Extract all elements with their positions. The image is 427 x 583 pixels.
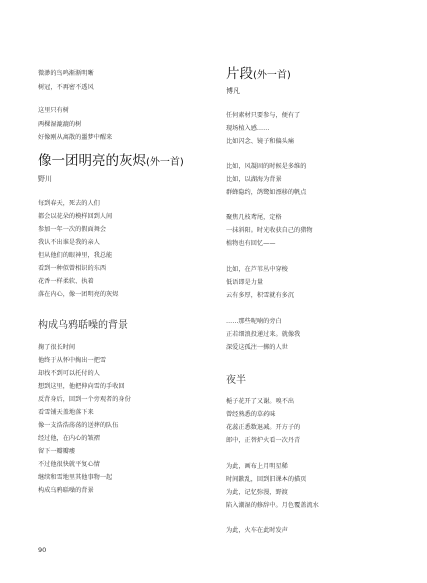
poem-line: 曾经熟悉的草药味 <box>226 411 276 418</box>
poem-line: 时间歉乱，回到旧课本的描页 <box>226 476 307 483</box>
poem-title-suffix: (外一首) <box>253 70 291 81</box>
poem-line: 深爱这孤注一掷的人世 <box>226 344 288 351</box>
poem-line: 梔子花开了又谢。嗅不出 <box>226 398 295 405</box>
poem-line: 却找不到可以托付的人 <box>38 370 100 377</box>
poem-line: 花香一样柔软、执着 <box>38 278 94 285</box>
poem-line: 不过他很快就平复心情 <box>38 461 100 468</box>
poem-line: 陷入潮湿的修辞中。月色覆盖流水 <box>226 502 319 509</box>
poem-line: 聚焦几枝鸢尾，定格 <box>226 214 282 221</box>
poem-title: 构成乌鸦聒噪的背景 <box>38 320 128 331</box>
poem-line: 我认不出谁是我的亲人 <box>38 239 100 246</box>
poem-line: 正若细浪投递过来。就像我 <box>226 331 301 338</box>
page-number: 90 <box>38 546 47 554</box>
poem-line: 郎中，正替炉火看一次丹青 <box>226 437 301 444</box>
poem-title-suffix: (外一首) <box>146 157 184 168</box>
poem-line: 为此，记忆弥漫，野渡 <box>226 489 288 496</box>
poem-line: 想到这里，他把伸向雪的手收回 <box>38 383 125 390</box>
poem-line: 一抹斜阳。时光收获自己的猎物 <box>226 227 313 234</box>
poem-line: 经过他，在内心的皱褶 <box>38 435 100 442</box>
poem-line: 看到一种似曾相识的东西 <box>38 265 107 272</box>
poem-title-main: 片段 <box>226 66 253 82</box>
poem-line: 任何素材只要参与，便有了 <box>226 112 301 119</box>
poem-line: 掬了很长时间 <box>38 344 76 351</box>
poem-title <box>226 66 291 84</box>
poem-line: 但从他们的眼神里，我总能 <box>38 252 113 259</box>
poem-line: 为此，画布上月明星稀 <box>226 463 288 470</box>
poem-author: 野川 <box>38 175 52 183</box>
poem-line: 像一支浩浩荡荡的送葬的队伍 <box>38 422 119 429</box>
poem-title <box>38 153 184 171</box>
poem-line: ……那些呢喃的旁白 <box>226 318 282 325</box>
intro-line: 树冠，不再密不透风 <box>38 84 94 91</box>
poem-line: 看雪铺天盖地落下来 <box>38 409 94 416</box>
intro-line: 微渺的鸟鸣渐渐明晰 <box>38 70 94 77</box>
poem-line: 参加一年一次的假面舞会 <box>38 226 107 233</box>
poem-line: 云有多厚，积雪就有多沉 <box>226 292 295 299</box>
poem-line: 花蕊正悉数退减。开方子的 <box>226 424 301 431</box>
poem-line: 落在内心，像一团明亮的灰烬 <box>38 291 119 298</box>
poem-line: 低语即是力量 <box>226 279 264 286</box>
intro-line: 好像刚从离散的噩梦中醒来 <box>38 134 113 141</box>
poem-line: 比如，风凝固的时候是多维的 <box>226 163 307 170</box>
poem-line: 继续和雪地里其他事物一起 <box>38 474 113 481</box>
poem-line: 比如，在芦苇丛中穿梭 <box>226 266 288 273</box>
poem-title: 夜半 <box>226 375 246 386</box>
poem-line: 为此，火车在此时发声 <box>226 527 288 534</box>
poem-line: 留下一瓣瓣痿 <box>38 448 76 455</box>
poem-line: 每到春天，死去的人们 <box>38 200 100 207</box>
poem-line: 比如，以湖海为背景 <box>226 176 282 183</box>
poem-line: 比如闪念、镜子和偏头痛 <box>226 138 295 145</box>
poem-line: 构成乌鸦聒噪的背景 <box>38 487 94 494</box>
poem-line: 群蜂隐约，鸽鹭如漂移的帆点 <box>226 189 307 196</box>
poem-line: 现场植入感…… <box>226 125 270 132</box>
poem-line: 都会以花朵的模样回到人间 <box>38 213 113 220</box>
intro-line: 两棵湿漉漉的树 <box>38 121 82 128</box>
poem-line: 他终于从怀中掏出一把雪 <box>38 357 107 364</box>
intro-line: 这里只有树 <box>38 107 69 114</box>
poem-author: 博凡 <box>226 87 240 95</box>
poem-title-main: 像一团明亮的灰烬 <box>38 153 146 169</box>
poem-line: 植物也有回忆—— <box>226 240 276 247</box>
poem-line: 反背身后，回到一个旁观者的身份 <box>38 396 131 403</box>
